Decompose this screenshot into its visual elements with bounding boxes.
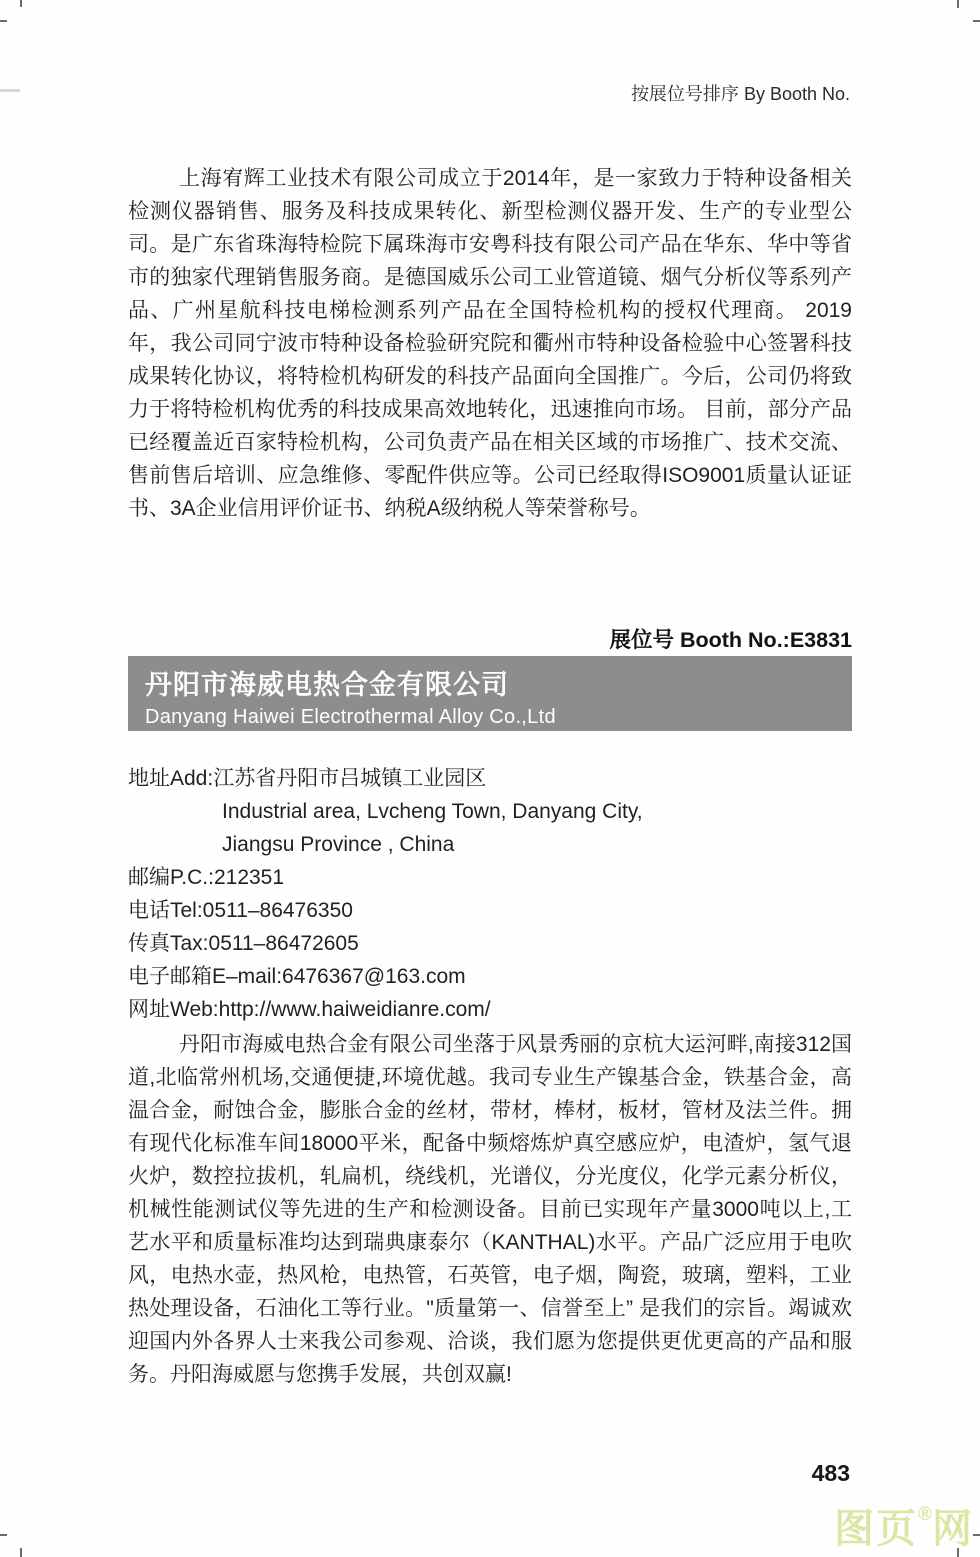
email-line: 电子邮箱E–mail:6476367@163.com: [128, 965, 466, 988]
crop-mark-left-faint: [0, 89, 20, 92]
company-name-en: Danyang Haiwei Electrothermal Alloy Co.,Ltd: [145, 706, 556, 728]
crop-mark-top-left-v: [20, 0, 22, 7]
address-line-en-2: Jiangsu Province , China: [222, 833, 455, 856]
watermark-text-right: 网: [932, 1507, 974, 1551]
postcode-line: 邮编P.C.:212351: [128, 866, 285, 889]
page-number: 483: [811, 1460, 850, 1486]
crop-mark-top-left-h: [0, 20, 7, 22]
telephone-line: 电话Tel:0511–86476350: [128, 899, 353, 922]
registered-trademark-icon: ®: [918, 1504, 932, 1525]
booth-number: 展位号 Booth No.:E3831: [609, 628, 852, 652]
fax-line: 传真Tax:0511–86472605: [128, 932, 359, 955]
company-profile-paragraph: 丹阳市海威电热合金有限公司坐落于风景秀丽的京杭大运河畔,南接312国道,北临常州机场,交通便捷,环境优越。我司专业生产镍基合金，铁基合金，高温合金，耐蚀合金，膨胀合金的丝材，带材，棒材，板材，管材及法兰件。拥有现代化标准车间18000平米，配备中频熔炼炉真空感应炉，电渣炉，氢气退火炉，数控拉拔机，轧扁机，绕线机，光谱仪，分光度仪，化学元素分析仪，机械性能测试仪等先进的生产和检测设备。目前已实现年产量3000吨以上,工艺水平和质量标准均达到瑞典康泰尔（KANTHAL)水平。产品广泛应用于电吹风，电热水壶，热风枪，电热管，石英管，电子烟，陶瓷，玻璃，塑料，工业热处理设备，石油化工等行业。"质量第一、信誉至上” 是我们的宗旨。竭诚欢迎国内外各界人士来我公司参观、洽谈，我们愿为您提供更优更高的产品和服务。丹阳海威愿与您携手发展，共创双赢!: [128, 1033, 852, 1386]
contact-info-block: [128, 762, 852, 1026]
crop-mark-bottom-right-h: [973, 1534, 980, 1536]
crop-mark-bottom-left-h: [0, 1534, 7, 1536]
watermark-text-left: 图页: [834, 1507, 918, 1551]
watermark-logo: [834, 1505, 974, 1549]
address-line-en-1: Industrial area, Lvcheng Town, Danyang City,: [222, 800, 643, 823]
company-name-cn: 丹阳市海威电热合金有限公司: [145, 670, 509, 700]
crop-mark-top-right-v: [957, 0, 959, 8]
website-line: 网址Web:http://www.haiweidianre.com/: [128, 998, 491, 1021]
page-header-sort-label: 按展位号排序 By Booth No.: [630, 84, 850, 104]
crop-mark-top-right-h: [973, 20, 980, 22]
intro-paragraph: 上海宥辉工业技术有限公司成立于2014年，是一家致力于特种设备相关检测仪器销售、服务及科技成果转化、新型检测仪器开发、生产的专业型公司。是广东省珠海特检院下属珠海市安粤科技有限公司产品在华东、华中等省市的独家代理销售服务商。是德国威乐公司工业管道镜、烟气分析仪等系列产品、广州星航科技电梯检测系列产品在全国特检机构的授权代理商。 2019年，我公司同宁波市特种设备检验研究院和衢州市特种设备检验中心签署科技成果转化协议，将特检机构研发的科技产品面向全国推广。今后，公司仍将致力于将特检机构优秀的科技成果高效地转化，迅速推向市场。 目前，部分产品已经覆盖近百家特检机构，公司负责产品在相关区域的市场推广、技术交流、售前售后培训、应急维修、零配件供应等。公司已经取得ISO9001质量认证证书、3A企业信用评价证书、纳税A级纳税人等荣誉称号。: [128, 167, 852, 520]
company-banner: [128, 656, 852, 731]
address-line-cn: 地址Add:江苏省丹阳市吕城镇工业园区: [128, 767, 487, 790]
crop-mark-bottom-left-v: [20, 1548, 22, 1557]
